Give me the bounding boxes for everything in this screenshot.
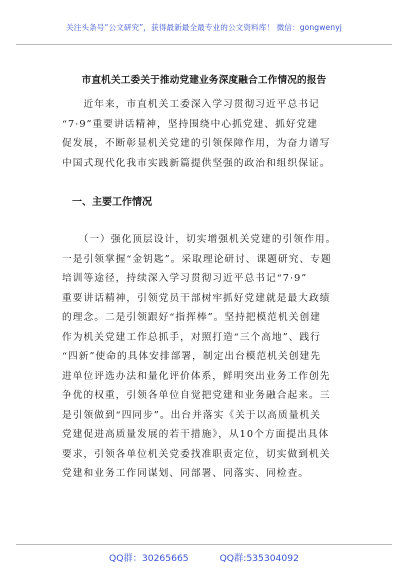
- section-1-paragraph: [62, 230, 352, 484]
- paragraph-line: 培训等途径，持续深入学习贯彻习近平总书记“7·9”: [62, 273, 308, 284]
- paragraph-line: 中国式现代化我市实践新篇提供坚强的政治和组织保证。: [62, 157, 331, 169]
- section-heading: 一、主要工作情况: [62, 197, 152, 208]
- footer-qq-group-1: QQ群：30265665: [109, 553, 189, 564]
- intro-paragraph: [62, 95, 352, 173]
- paragraph-line: 一是引领掌握“金钥匙”。采取理论研讨、课题研究、专题: [62, 253, 332, 265]
- paragraph-line: “7·9”重要讲话精神，坚持围绕中心抓党建、抓好党建: [62, 118, 319, 130]
- paragraph-line: 的理念。二是引领跟好“指挥棒”。坚持把模范机关创建: [62, 312, 321, 323]
- footer: [0, 550, 408, 564]
- header-divider: [16, 44, 392, 45]
- paragraph-line: 党建促进高质量发展的若干措施》，从10个方面提出具体: [62, 429, 330, 440]
- paragraph-line: “四新”使命的具体安排部署，制定出台模范机关创建先: [62, 351, 321, 362]
- header-banner: 关注头条号“公文研究”，获得最新最全最专业的公文资料库！ 微信：gongwenyj: [66, 23, 342, 32]
- paragraph-line: 近年来，市直机关工委深入学习贯彻习近平总书记: [62, 99, 320, 110]
- paragraph-line: 党建和业务工作同谋划、同部署、同落实、同检查。: [62, 468, 309, 479]
- paragraph-line: 进单位评选办法和量化评价体系，鲜明突出业务工作创先: [62, 370, 331, 382]
- paragraph-line: 作为机关党建工作总抓手，对照打造“三个高地”、践行: [62, 331, 321, 343]
- paragraph-line: （一）强化顶层设计，切实增强机关党建的引领作用。: [62, 234, 337, 245]
- paragraph-line: 是引领做到“四同步”。出台并落实《关于以高质量机关: [62, 409, 321, 421]
- paragraph-line: 争优的权重，引领各单位自觉把党建和业务融合起来。三: [62, 390, 331, 401]
- paragraph-line: 要求，引领各单位机关党委找准职责定位，切实做到机关: [62, 448, 331, 460]
- document-title: 市直机关工委关于推动党建业务深度融合工作情况的报告: [81, 75, 327, 86]
- paragraph-line: 促发展，不断彰显机关党建的引领保障作用，为奋力谱写: [62, 138, 331, 149]
- footer-qq-group-2: QQ群:535304092: [219, 553, 299, 564]
- footer-divider: [16, 544, 392, 545]
- paragraph-line: 重要讲话精神，引领党员干部树牢抓好党建就是最大政绩: [62, 292, 331, 304]
